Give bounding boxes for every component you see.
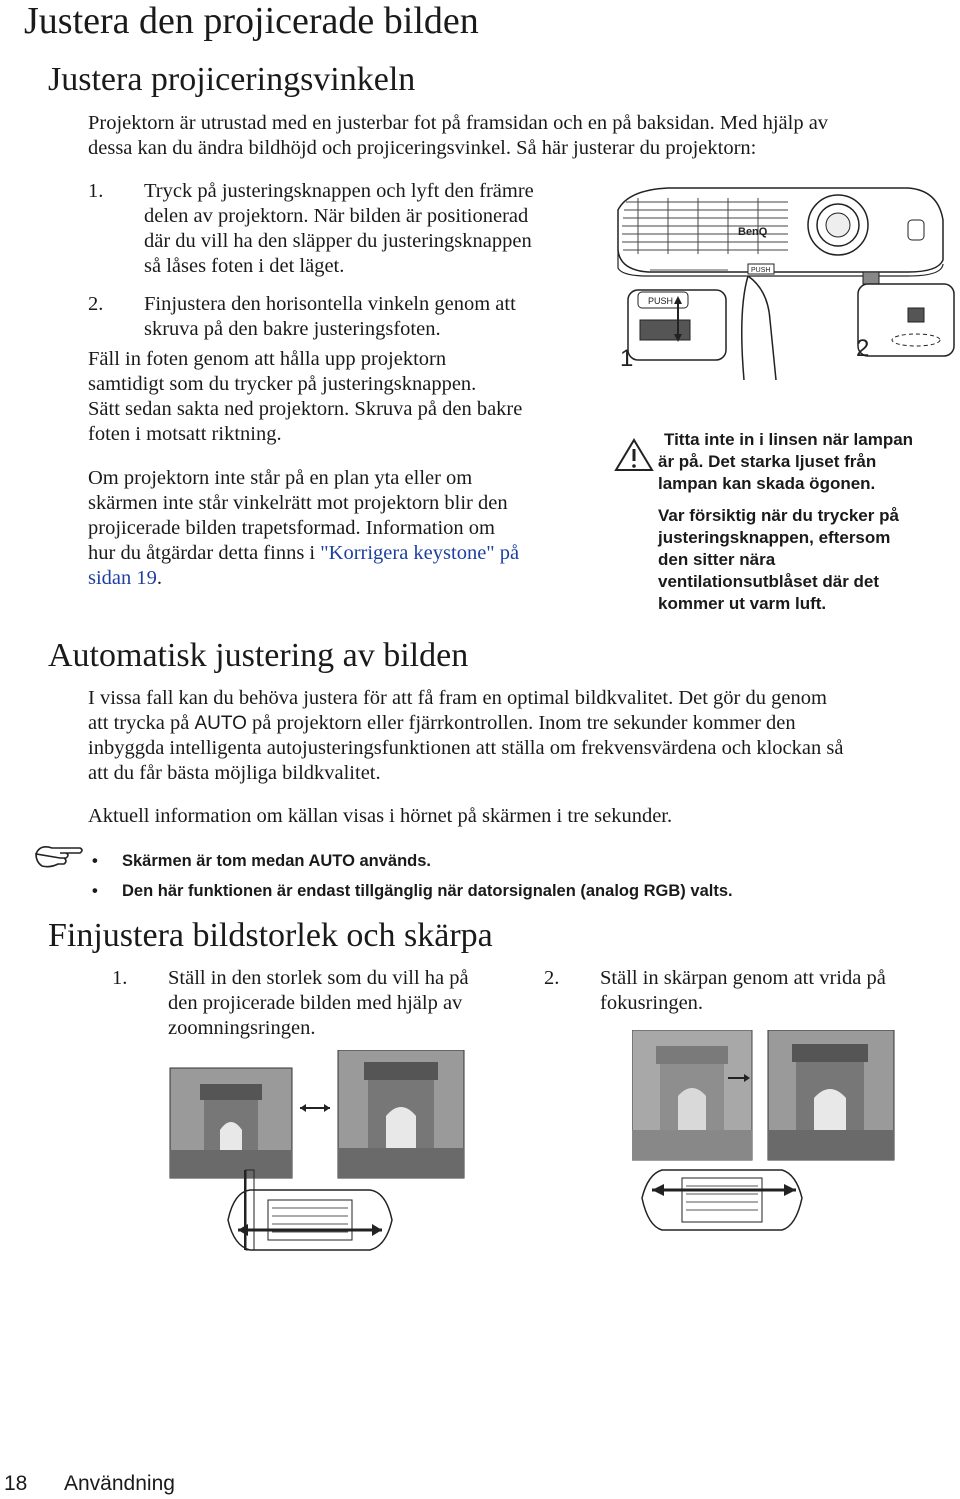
- intro-line: Projektorn är utrustad med en justerbar fot på framsidan och en på baksidan. Med hjälp av: [88, 112, 829, 134]
- step-2: [88, 292, 608, 342]
- warning-text-vent: [658, 505, 958, 615]
- warning-line: lampan kan skada ögonen.: [658, 474, 876, 493]
- focus-step: [544, 966, 954, 1016]
- auto-line: att trycka på AUTO på projektorn eller fjärrkontrollen. Inom tre sekunder kommer den: [88, 712, 796, 734]
- section-heading-auto: Automatisk justering av bilden: [48, 637, 469, 674]
- note-hand-icon: [30, 840, 86, 872]
- step-number: 2.: [88, 293, 104, 315]
- step-line: zoomningsringen.: [168, 1017, 316, 1039]
- zoom-figure: [160, 1050, 470, 1260]
- retract-line: foten i motsatt riktning.: [88, 423, 282, 445]
- auto-line: att du får bästa möjliga bildkvalitet.: [88, 762, 381, 784]
- step-line: fokusringen.: [600, 992, 704, 1014]
- warning-line: Var försiktig när du trycker på: [658, 506, 899, 525]
- source-info-paragraph: Aktuell information om källan visas i hörnet på skärmen i tre sekunder.: [88, 805, 673, 827]
- auto-line: I vissa fall kan du behöva justera för att få fram en optimal bildkvalitet. Det gör du genom: [88, 687, 827, 709]
- focus-figure: [632, 1030, 960, 1250]
- keystone-line: hur du åtgärdar detta finns i "Korrigera keystone" på: [88, 542, 520, 564]
- note-list: [92, 846, 733, 906]
- warning-text-eyes: [658, 429, 958, 495]
- figure-label-1: 1: [620, 345, 634, 372]
- push-label-small: PUSH: [751, 267, 771, 274]
- section-heading-fine: Finjustera bildstorlek och skärpa: [48, 917, 493, 954]
- note-item: • Skärmen är tom medan AUTO används.: [92, 852, 432, 870]
- retract-paragraph: [88, 347, 608, 447]
- step-number: 1.: [88, 180, 104, 202]
- note-item: • Den här funktionen är endast tillgänglig när datorsignalen (analog RGB) valts.: [92, 882, 733, 900]
- warning-line: ventilationsutblåset där det: [658, 572, 880, 591]
- warning-line: är på. Det starka ljuset från: [658, 452, 877, 471]
- warning-line: kommer ut varm luft.: [658, 594, 827, 613]
- warning-icon: [614, 438, 654, 472]
- keystone-link-page[interactable]: sidan 19: [88, 567, 157, 589]
- keystone-line: Om projektorn inte står på en plan yta eller om: [88, 467, 473, 489]
- section-heading-angle: Justera projiceringsvinkeln: [48, 61, 416, 98]
- warning-line: Titta inte in i linsen när lampan: [664, 430, 914, 449]
- figure-label-2: 2: [856, 335, 870, 362]
- warning-line: den sitter nära: [658, 550, 776, 569]
- step-line: så låses foten i det läget.: [144, 255, 345, 277]
- brand-logo: BenQ: [738, 226, 768, 238]
- step-line: den projicerade bilden med hjälp av: [168, 992, 463, 1014]
- keystone-line: sidan 19.: [88, 567, 163, 589]
- warning-line: justeringsknappen, eftersom: [658, 528, 891, 547]
- auto-paragraph: [88, 686, 960, 786]
- keystone-paragraph: [88, 466, 608, 591]
- retract-line: samtidigt som du trycker på justeringsknappen.: [88, 373, 477, 395]
- step-line: delen av projektorn. När bilden är positionerad: [144, 205, 529, 227]
- push-label: PUSH: [648, 296, 674, 306]
- intro-line: dessa kan du ändra bildhöjd och projiceringsvinkel. Så här justerar du projektorn:: [88, 137, 757, 159]
- step-line: Tryck på justeringsknappen och lyft den främre: [144, 180, 534, 202]
- retract-line: Sätt sedan sakta ned projektorn. Skruva på den bakre: [88, 398, 523, 420]
- step-number: 2.: [544, 967, 560, 989]
- step-line: Ställ in den storlek som du vill ha på: [168, 967, 469, 989]
- zoom-step: [112, 966, 532, 1041]
- auto-line: inbyggda intelligenta autojusteringsfunktionen att ställa om frekvensvärdena och klockan så: [88, 737, 844, 759]
- projector-adjustment-figure: [608, 180, 960, 380]
- keystone-link[interactable]: "Korrigera keystone" på: [320, 542, 520, 564]
- page-title: Justera den projicerade bilden: [24, 0, 479, 42]
- intro-paragraph: [88, 111, 960, 161]
- keystone-line: projicerade bilden trapetsformad. Information om: [88, 517, 496, 539]
- step-line: skruva på den bakre justeringsfoten.: [144, 318, 441, 340]
- retract-line: Fäll in foten genom att hålla upp projektorn: [88, 348, 447, 370]
- step-line: där du vill ha den släpper du justeringsknappen: [144, 230, 532, 252]
- step-line: Finjustera den horisontella vinkeln genom att: [144, 293, 516, 315]
- page-number: 18: [4, 1472, 28, 1495]
- step-number: 1.: [112, 967, 128, 989]
- step-line: Ställ in skärpan genom att vrida på: [600, 967, 886, 989]
- footer-section: Användning: [64, 1472, 175, 1495]
- step-1: [88, 179, 608, 279]
- auto-key: AUTO: [194, 713, 247, 734]
- keystone-line: skärmen inte står vinkelrätt mot projektorn blir den: [88, 492, 508, 514]
